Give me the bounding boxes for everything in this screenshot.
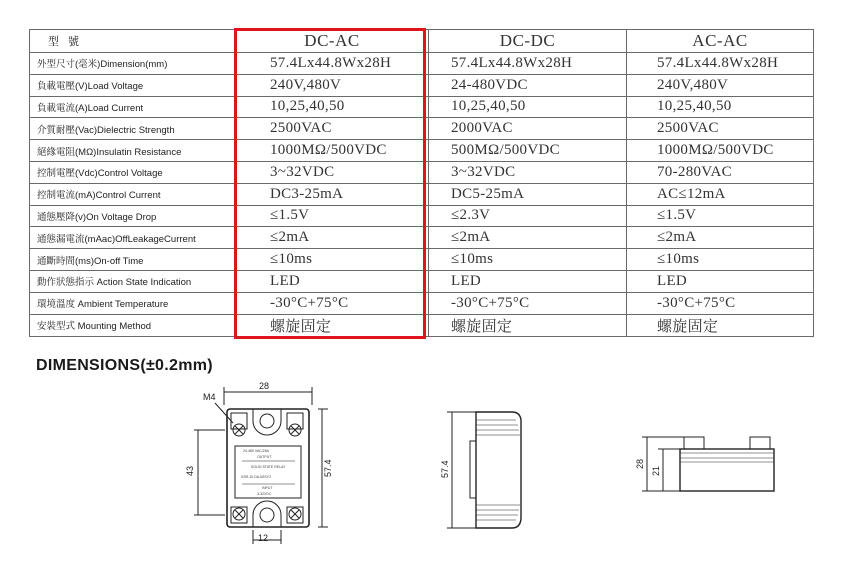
row-label: 通態壓降(v)On Voltage Drop	[30, 205, 236, 227]
face-model-label: SSR-10 DA ASSY2	[241, 475, 271, 479]
row-value: ≤2mA	[429, 227, 627, 249]
side-view-drawing	[447, 412, 521, 528]
row-value: 57.4Lx44.8Wx28H	[429, 53, 627, 75]
row-value: ≤2.3V	[429, 205, 627, 227]
table-row	[30, 205, 814, 227]
row-value: 10,25,40,50	[627, 96, 814, 118]
row-value: ≤10ms	[236, 249, 429, 271]
row-label: 安裝型式 Mounting Method	[30, 314, 236, 336]
row-value: 57.4Lx44.8Wx28H	[627, 53, 814, 75]
face-input-label: INPUT	[262, 486, 273, 490]
face-output-label: OUTPUT	[257, 455, 272, 459]
row-value: 1000MΩ/500VDC	[236, 140, 429, 162]
row-label: 動作狀態指示 Action State Indication	[30, 270, 236, 292]
width-28-label: 28	[259, 381, 270, 391]
end-21-label: 21	[651, 465, 661, 476]
row-value: ≤10ms	[429, 249, 627, 271]
header-col-dc-dc: DC-DC	[429, 30, 627, 53]
row-value: 2000VAC	[429, 118, 627, 140]
row-value: 240V,480V	[236, 74, 429, 96]
table-row	[30, 314, 814, 336]
length-57-label: 57.4	[323, 459, 333, 477]
row-value: 3~32VDC	[236, 161, 429, 183]
row-value: ≤2mA	[627, 227, 814, 249]
row-value: 57.4Lx44.8Wx28H	[236, 53, 429, 75]
row-value: ≤2mA	[236, 227, 429, 249]
row-value: 3~32VDC	[429, 161, 627, 183]
face-input-voltage: 3-32VDC	[257, 492, 272, 496]
header-col-dc-ac: DC-AC	[236, 30, 429, 53]
row-value: -30°C+75°C	[429, 292, 627, 314]
row-value: 10,25,40,50	[429, 96, 627, 118]
header-col-ac-ac: AC-AC	[627, 30, 814, 53]
row-value: ≤1.5V	[236, 205, 429, 227]
row-label: 控制電壓(Vdc)Control Voltage	[30, 161, 236, 183]
row-value: 500MΩ/500VDC	[429, 140, 627, 162]
face-ssr-label: SOLID STATE RELAY	[251, 465, 286, 469]
table-row	[30, 74, 814, 96]
face-output-rating: 24-480 VAC/25A	[243, 449, 270, 453]
table-row	[30, 118, 814, 140]
row-value: ≤1.5V	[627, 205, 814, 227]
row-value: LED	[236, 270, 429, 292]
row-value: 70-280VAC	[627, 161, 814, 183]
table-row	[30, 292, 814, 314]
row-value: LED	[429, 270, 627, 292]
screw-m4-label: M4	[203, 392, 216, 402]
dimensions-title: DIMENSIONS(±0.2mm)	[36, 357, 213, 374]
front-view-drawing	[194, 387, 328, 544]
row-label: 負載電流(A)Load Current	[30, 96, 236, 118]
row-value: 240V,480V	[627, 74, 814, 96]
row-value: DC3-25mA	[236, 183, 429, 205]
row-value: 螺旋固定	[236, 314, 429, 336]
table-row	[30, 183, 814, 205]
row-label: 絕緣電阻(MΩ)Insulatin Resistance	[30, 140, 236, 162]
row-value: ≤10ms	[627, 249, 814, 271]
row-value: DC5-25mA	[429, 183, 627, 205]
bottom-12-label: 12	[258, 533, 269, 543]
row-value: -30°C+75°C	[627, 292, 814, 314]
row-value: 2500VAC	[236, 118, 429, 140]
end-28-label: 28	[635, 458, 645, 469]
table-header-row	[30, 30, 814, 53]
row-value: -30°C+75°C	[236, 292, 429, 314]
row-label: 外型尺寸(毫米)Dimension(mm)	[30, 53, 236, 75]
height-43-label: 43	[185, 465, 195, 476]
table-row	[30, 249, 814, 271]
row-label: 控制電流(mA)Control Current	[30, 183, 236, 205]
side-length-57-label: 57.4	[440, 460, 450, 478]
row-value: 螺旋固定	[627, 314, 814, 336]
row-value: 螺旋固定	[429, 314, 627, 336]
row-value: 2500VAC	[627, 118, 814, 140]
row-value: 10,25,40,50	[236, 96, 429, 118]
table-row	[30, 161, 814, 183]
row-value: 1000MΩ/500VDC	[627, 140, 814, 162]
end-view-drawing	[642, 437, 774, 491]
row-label: 通態漏電流(mAac)OffLeakageCurrent	[30, 227, 236, 249]
row-value: LED	[627, 270, 814, 292]
table-row	[30, 227, 814, 249]
row-label: 負載電壓(V)Load Voltage	[30, 74, 236, 96]
table-row	[30, 96, 814, 118]
table-row	[30, 140, 814, 162]
row-label: 環境溫度 Ambient Temperature	[30, 292, 236, 314]
header-model-label: 型 號	[30, 30, 236, 53]
table-row	[30, 53, 814, 75]
row-label: 通斷時間(ms)On-off Time	[30, 249, 236, 271]
spec-table	[29, 29, 814, 337]
table-row	[30, 270, 814, 292]
row-value: AC≤12mA	[627, 183, 814, 205]
row-label: 介質耐壓(Vac)Dielectric Strength	[30, 118, 236, 140]
row-value: 24-480VDC	[429, 74, 627, 96]
